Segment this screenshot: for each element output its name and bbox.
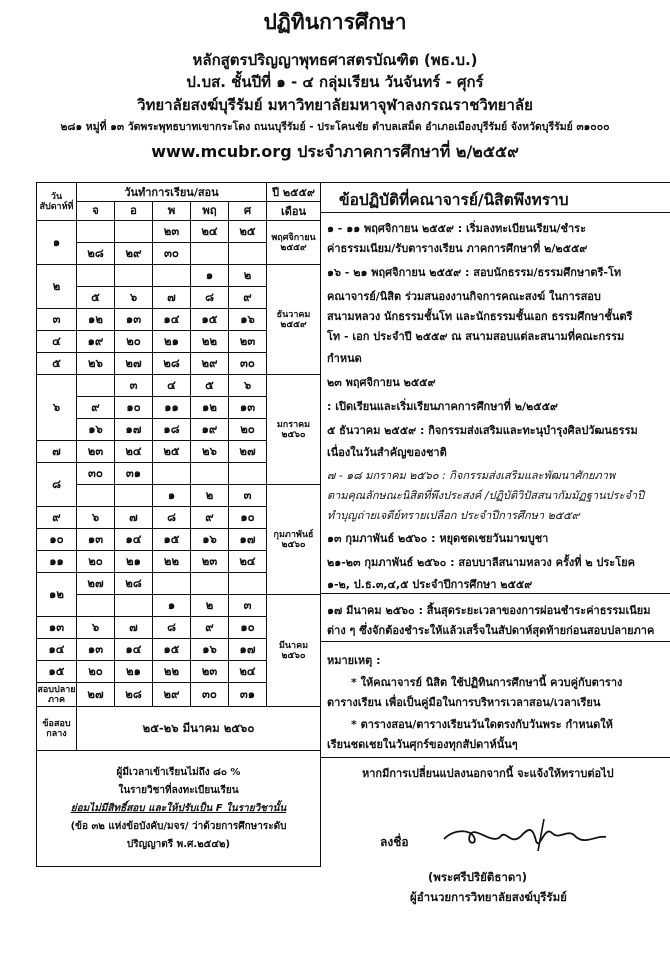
day-header-fri: ศ (229, 202, 267, 221)
week-number: ๑๕ (37, 661, 77, 683)
rule-line: ๕ ธันวาคม ๒๕๕๙ : กิจกรรมส่งเสริมและทะนุบำรุงศิลปวัฒนธรรม (327, 424, 638, 437)
date-cell: ๒๘ (77, 243, 115, 265)
date-cell (191, 463, 229, 485)
month-cell (267, 595, 321, 707)
date-cell: ๗ (153, 287, 191, 309)
date-cell: ๕ (191, 375, 229, 397)
date-cell: ๒๘ (115, 573, 153, 595)
final-exam-label: สอบปลายภาค (37, 684, 76, 705)
date-cell (229, 573, 267, 595)
date-cell: ๒๘ (153, 353, 191, 375)
month-name: มีนาคม (278, 640, 309, 651)
date-cell: ๒๓ (77, 441, 115, 463)
date-cell: ๓ (229, 595, 267, 617)
month-cell (267, 265, 321, 375)
month-header: เดือน (267, 202, 321, 221)
date-cell: ๒๐ (115, 331, 153, 353)
date-cell (191, 573, 229, 595)
signature-label: ลงชื่อ (380, 835, 409, 849)
date-cell: ๑๖ (191, 639, 229, 661)
date-cell: ๒๒ (191, 331, 229, 353)
month-year: ๒๕๖๐ (281, 650, 306, 661)
day-header-thu: พฤ (191, 202, 229, 221)
date-cell: ๒๒ (153, 661, 191, 683)
date-cell: ๓ (229, 485, 267, 507)
date-cell: ๒๖ (191, 441, 229, 463)
rule-line: : เปิดเรียนและเริ่มเรียนภาคการศึกษาที่ ๒/๒๕๕๙ (327, 400, 558, 413)
date-cell: ๒๑ (153, 331, 191, 353)
date-cell (153, 265, 191, 287)
remark-title: หมายเหตุ : (327, 654, 381, 667)
week-number: ๙ (37, 507, 77, 529)
date-cell: ๑๔ (115, 529, 153, 551)
date-cell (229, 243, 267, 265)
date-cell: ๒๑ (115, 661, 153, 683)
program-name: หลักสูตรปริญญาพุทธศาสตรบัณฑิต (พธ.บ.) (192, 51, 478, 69)
remark-line: หากมีการเปลี่ยนแปลงนอกจากนี้ จะแจ้งให้ทราบต่อไป (362, 767, 614, 780)
date-cell: ๒๕ (229, 221, 267, 243)
rule-line: ๑-๒, ป.ธ.๓,๔,๕ ประจำปีการศึกษา ๒๕๕๙ (327, 578, 533, 591)
rule-line: คณาจารย์/นิสิต ร่วมสนองงานกิจการคณะสงฆ์ ในการสอบ (327, 290, 601, 303)
date-cell: ๑๖ (191, 529, 229, 551)
attendance-note-line: ย่อมไม่มีสิทธิ์สอบ และให้ปรับเป็น F ในรายวิชานั้น (70, 802, 287, 814)
date-cell: ๓๑ (115, 463, 153, 485)
date-cell (77, 221, 115, 243)
rule-line: โท - เอก ประจำปี ๒๕๕๙ ณ สนามสอบแต่ละสนามที่คณะกรรม (327, 330, 625, 343)
rule-line: ค่าธรรมเนียม/รับตารางเรียน ภาคการศึกษาที่ ๒/๒๕๕๙ (327, 242, 588, 255)
month-name: ธันวาคม (276, 309, 311, 320)
days-header: วันทำการเรียน/สอน (77, 183, 267, 202)
date-cell: ๒๓ (191, 551, 229, 573)
date-cell (77, 375, 115, 397)
signature-scribble-icon (440, 815, 610, 857)
date-cell: ๑๔ (153, 309, 191, 331)
date-cell: ๔ (153, 375, 191, 397)
date-cell: ๓๑ (229, 683, 267, 707)
month-cell (267, 375, 321, 485)
date-cell: ๑๙ (77, 331, 115, 353)
date-cell (115, 265, 153, 287)
midterm-exam-dates: ๒๕-๒๖ มีนาคม ๒๕๖๐ (77, 707, 321, 751)
date-cell: ๒ (191, 485, 229, 507)
month-name: กุมภาพันธ์ (273, 529, 314, 540)
attendance-note (37, 751, 321, 867)
date-cell: ๑๗ (229, 639, 267, 661)
week-header: วัน สัปดาห์ที่ (37, 183, 77, 221)
date-cell: ๑๐ (229, 617, 267, 639)
college-name: วิทยาลัยสงฆ์บุรีรัมย์ มหาวิทยาลัยมหาจุฬาลงกรณราชวิทยาลัย (137, 96, 533, 114)
date-cell: ๖ (229, 375, 267, 397)
rule-line: ๑๓ กุมภาพันธ์ ๒๕๖๐ : หยุดชดเชยวันมาฆบูชา (327, 532, 549, 545)
remark-line: เรียนชดเชยในวันศุกร์ของทุกสัปดาห์นั้นๆ (327, 738, 518, 751)
week-number: ๘ (37, 463, 77, 507)
date-cell: ๒๔ (191, 221, 229, 243)
date-cell: ๒๔ (229, 661, 267, 683)
date-cell: ๙ (191, 617, 229, 639)
day-header-mon: จ (77, 202, 115, 221)
signer-name: (พระศรีปริยัติธาดา) (428, 870, 528, 884)
date-cell: ๑๓ (229, 397, 267, 419)
date-cell: ๖ (77, 507, 115, 529)
date-cell: ๒ (191, 595, 229, 617)
date-cell: ๓๐ (191, 683, 229, 707)
date-cell: ๑๑ (153, 397, 191, 419)
date-cell: ๘ (191, 287, 229, 309)
divider (321, 641, 670, 642)
rule-line: ๑ - ๑๑ พฤศจิกายน ๒๕๕๙ : เริ่มลงทะเบียนเรียน/ชำระ (327, 222, 586, 235)
date-cell: ๒๔ (229, 551, 267, 573)
rule-line: ต่าง ๆ ซึ่งจักต้องชำระให้แล้วเสร็จในสัปดาห์สุดท้ายก่อนสอบปลายภาค (327, 624, 655, 637)
date-cell: ๒๒ (153, 551, 191, 573)
date-cell: ๑๒ (77, 309, 115, 331)
date-cell: ๒๐ (229, 419, 267, 441)
date-cell: ๓๐ (77, 463, 115, 485)
date-cell: ๙ (77, 397, 115, 419)
rule-line: ๑๗ มีนาคม ๒๕๖๐ : สิ้นสุดระยะเวลาของการผ่อนชำระค่าธรรมเนียม (327, 604, 651, 617)
date-cell: ๒๗ (77, 573, 115, 595)
attendance-note-line: ในรายวิชาที่ลงทะเบียนเรียน (118, 784, 239, 796)
date-cell: ๒๙ (115, 243, 153, 265)
date-cell: ๒๗ (229, 441, 267, 463)
signer-position: ผู้อำนวยการวิทยาลัยสงฆ์บุรีรัมย์ (410, 890, 567, 904)
month-year: ๒๕๕๙ (280, 319, 307, 330)
date-cell: ๒๗ (77, 683, 115, 707)
date-cell: ๑๕ (153, 639, 191, 661)
date-cell: ๒๙ (153, 683, 191, 707)
rule-line-italic: ตามคุณลักษณะนิสิตที่พึงประสงค์ /ปฏิบัติวิปัสสนากัมมัฏฐานประจำปี (327, 489, 645, 502)
date-cell: ๒๖ (77, 353, 115, 375)
rule-line-italic: ๗ - ๑๘ มกราคม ๒๕๖๐ : กิจกรรมส่งเสริมและพัฒนาศักยภาพ (327, 469, 616, 482)
attendance-note-line: (ข้อ ๓๒ แห่งข้อบังคับ/มจร/ ว่าด้วยการศึกษาระดับ (70, 820, 287, 832)
date-cell: ๒๗ (115, 353, 153, 375)
date-cell: ๑ (153, 485, 191, 507)
date-cell: ๒๐ (77, 661, 115, 683)
midterm-exam-label: ข้อสอบกลาง (37, 707, 77, 751)
date-cell: ๑๖ (77, 419, 115, 441)
attendance-note-line: ผู้มีเวลาเข้าเรียนไม่ถึง ๘๐ % (116, 766, 241, 778)
month-year: ๒๕๖๐ (281, 429, 306, 440)
day-header-tue: อ (115, 202, 153, 221)
academic-calendar-table (36, 182, 321, 867)
date-cell: ๒๓ (229, 331, 267, 353)
date-cell (77, 485, 115, 507)
date-cell (115, 485, 153, 507)
remark-line: ตารางเรียน เพื่อเป็นคู่มือในการบริหารเวลาสอน/เวลาเรียน (327, 696, 601, 709)
rule-line: ๒๑-๒๓ กุมภาพันธ์ ๒๕๖๐ : สอบบาลีสนามหลวง ครั้งที่ ๒ ประโยค (327, 556, 635, 569)
date-cell: ๑๒ (191, 397, 229, 419)
page-title: ปฏิทินการศึกษา (263, 10, 407, 34)
month-year: ๒๕๕๙ (280, 242, 307, 253)
date-cell: ๒๓ (191, 661, 229, 683)
date-cell: ๑๓ (77, 529, 115, 551)
date-cell: ๒๐ (77, 551, 115, 573)
date-cell: ๑ (191, 265, 229, 287)
week-number: ๖ (37, 375, 77, 441)
rule-line: ๒๓ พฤศจิกายน ๒๕๕๙ (327, 376, 436, 389)
date-cell: ๒๘ (115, 683, 153, 707)
date-cell: ๑๓ (77, 639, 115, 661)
date-cell: ๘ (153, 617, 191, 639)
date-cell: ๑๓ (115, 309, 153, 331)
attendance-note-line: ปริญญาตรี พ.ศ.๒๕๔๒) (126, 838, 231, 850)
date-cell: ๖ (115, 287, 153, 309)
rules-title: ข้อปฏิบัติที่คณาจารย์/นิสิตพึงทราบ (321, 183, 670, 213)
rules-panel (320, 182, 670, 758)
date-cell: ๒๓ (153, 221, 191, 243)
date-cell: ๘ (153, 507, 191, 529)
date-cell: ๓๐ (229, 353, 267, 375)
signature-block (320, 815, 670, 915)
month-year: ๒๕๖๐ (281, 539, 306, 550)
month-name: พฤศจิกายน (271, 232, 316, 243)
date-cell: ๑๕ (191, 309, 229, 331)
date-cell (153, 463, 191, 485)
date-cell: ๒๔ (115, 441, 153, 463)
date-cell: ๖ (77, 617, 115, 639)
date-cell: ๗ (115, 507, 153, 529)
month-cell (267, 485, 321, 595)
rule-line-italic: ทำบุญถ่ายเจดีย์ทรายเปลือก ประจำปีการศึกษา ๒๕๕๙ (327, 509, 580, 522)
date-cell (229, 463, 267, 485)
date-cell: ๓๐ (153, 243, 191, 265)
date-cell: ๑๐ (229, 507, 267, 529)
date-cell: ๑๔ (115, 639, 153, 661)
date-cell (115, 595, 153, 617)
date-cell: ๑๙ (191, 419, 229, 441)
month-cell (267, 221, 321, 265)
date-cell: ๕ (77, 287, 115, 309)
date-cell: ๑๐ (115, 397, 153, 419)
remark-line: * ให้คณาจารย์ นิสิต ใช้ปฏิทินการศึกษานี้ ควบคู่กับตาราง (351, 676, 623, 689)
date-cell (191, 243, 229, 265)
address: ๒๘๑ หมู่ที่ ๑๓ วัดพระพุทธบาทเขากระโดง ถนนบุรีรัมย์ - ประโคนชัย ตำบลเสม็ด อำเภอเมืองบุรีรัมย์ จังหวัดบุรีรัมย์ ๓๑๐๐๐ (60, 121, 610, 133)
date-cell: ๒ (229, 265, 267, 287)
week-number: ๑๔ (37, 639, 77, 661)
date-cell: ๑ (153, 595, 191, 617)
date-cell: ๓ (115, 375, 153, 397)
week-number: ๑๒ (37, 573, 77, 617)
date-cell: ๒๙ (191, 353, 229, 375)
week-number: ๑ (37, 221, 77, 265)
date-cell: ๑๗ (115, 419, 153, 441)
date-cell (77, 265, 115, 287)
week-number: ๑๐ (37, 529, 77, 551)
date-cell: ๙ (191, 507, 229, 529)
rule-line: ๑๖ - ๒๑ พฤศจิกายน ๒๕๕๙ : สอบนักธรรม/ธรรมศึกษาตรี-โท (327, 266, 622, 279)
date-cell: ๑๗ (229, 529, 267, 551)
week-number: ๕ (37, 353, 77, 375)
date-cell: ๒๑ (115, 551, 153, 573)
week-number: ๒ (37, 265, 77, 309)
year-header: ปี ๒๕๕๙ (267, 183, 321, 202)
date-cell: ๙ (229, 287, 267, 309)
study-years: ป.บส. ชั้นปีที่ ๑ - ๔ กลุ่มเรียน วันจันทร์ - ศุกร์ (186, 73, 484, 91)
date-cell (115, 221, 153, 243)
date-cell (77, 595, 115, 617)
date-cell: ๒๕ (153, 441, 191, 463)
date-cell: ๑๖ (229, 309, 267, 331)
week-number: ๑๓ (37, 617, 77, 639)
week-number: ๔ (37, 331, 77, 353)
date-cell: ๑๘ (153, 419, 191, 441)
date-cell: ๑๕ (153, 529, 191, 551)
date-cell (153, 573, 191, 595)
week-number: ๓ (37, 309, 77, 331)
website-term: www.mcubr.org ประจำภาคการศึกษาที่ ๒/๒๕๕๙ (151, 142, 519, 161)
month-name: มกราคม (276, 419, 311, 430)
divider (321, 593, 670, 594)
date-cell: ๗ (115, 617, 153, 639)
week-number: ๗ (37, 441, 77, 463)
remark-line: * ตารางสอน/ตารางเรียนวันใดตรงกับวันพระ กำหนดให้ (351, 718, 613, 731)
week-number: ๑๑ (37, 551, 77, 573)
day-header-wed: พ (153, 202, 191, 221)
rule-line: กำหนด (327, 352, 362, 365)
rule-line: สนามหลวง นักธรรมชั้นโท และนักธรรมชั้นเอก ธรรมศึกษาชั้นตรี (327, 310, 633, 323)
rule-line: เนื่องในวันสำคัญของชาติ (327, 446, 447, 459)
